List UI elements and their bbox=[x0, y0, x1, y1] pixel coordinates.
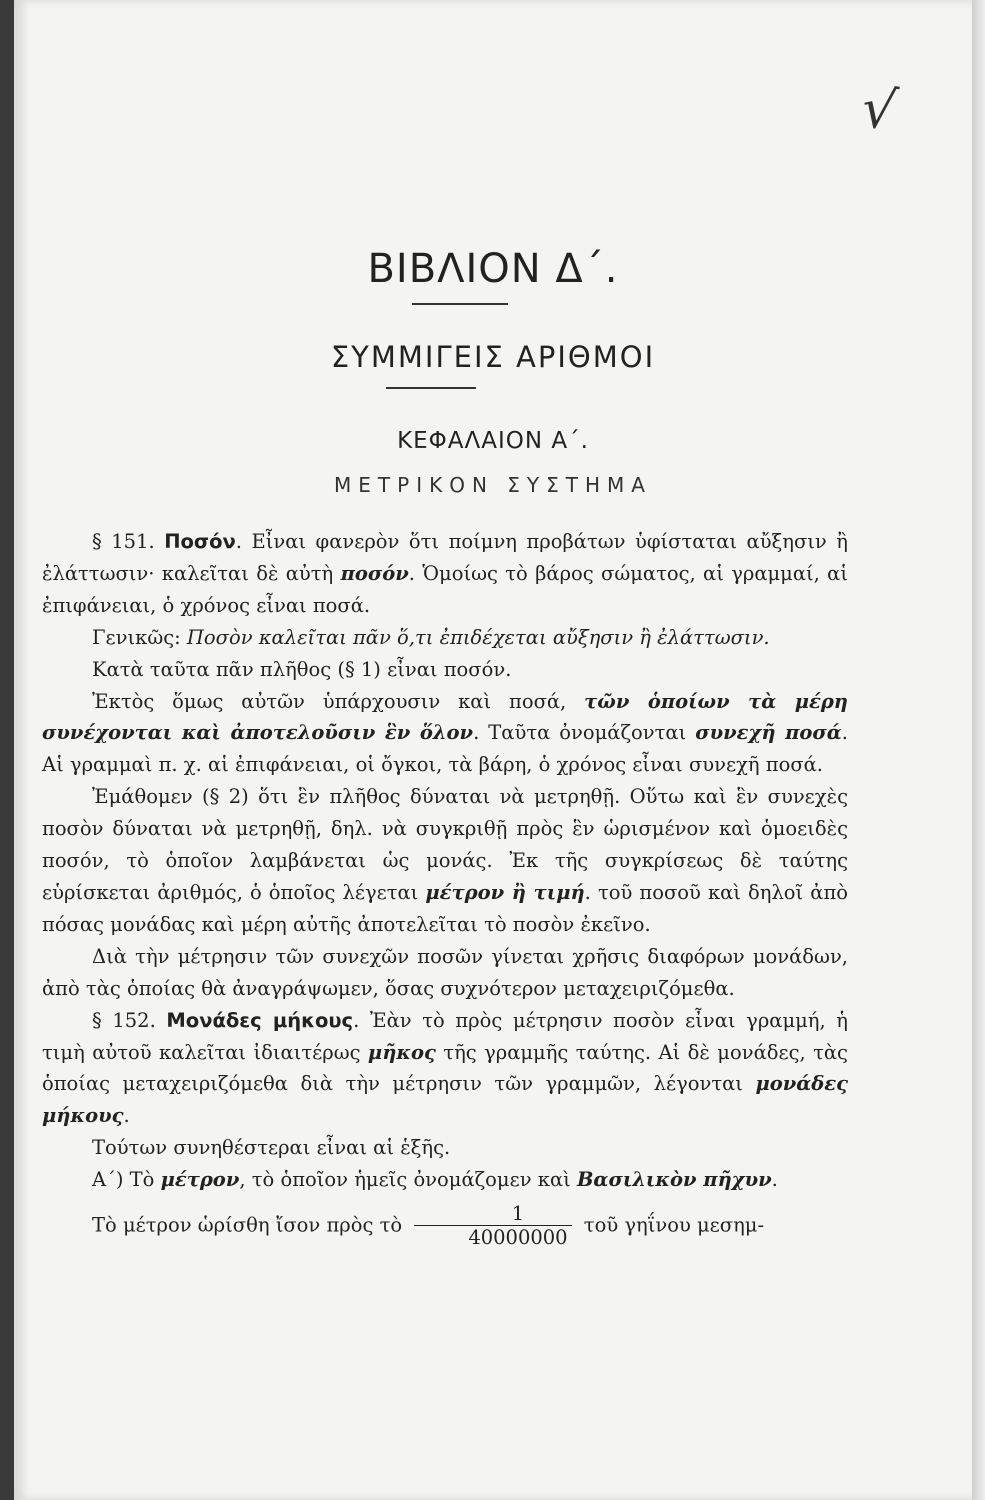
text-span: Ἐμάθομεν (§ 2) ὅτι ἓν πλῆθος δύναται νὰ μετρηθῇ. Οὕτω καὶ ἓν συνεχὲς ποσὸν δύναται νὰ μετρηθῇ, δηλ. νὰ συγκριθῇ πρὸς ἓν ὡρισμένον καὶ ὁμοειδὲς ποσόν, τὸ ὁποῖον λαμβάνεται ὡς μονάς. Ἐκ τῆς συγκρίσεως δὲ ταύτης εὑρίσκεται ἀριθμός, ὁ ὁποῖος λέγεται bbox=[42, 785, 848, 904]
emphasized-term: συνεχῆ ποσά bbox=[695, 721, 842, 745]
text-span: τῆς γραμμῆς ταύτης. Αἱ δὲ μονάδες, τὰς ὁποίας μεταχειριζόμεθα διὰ τὴν μέτρησιν τῶν γραμμῶν, λέγονται bbox=[42, 1040, 848, 1096]
emphasized-term: μῆκος bbox=[367, 1040, 436, 1064]
term-heading: Ποσόν bbox=[164, 530, 236, 553]
fraction-numerator: 1 bbox=[414, 1202, 571, 1226]
text-span: Τούτων συνηθέστεραι εἶναι αἱ ἑξῆς. bbox=[92, 1136, 451, 1160]
section-number: § 152. bbox=[92, 1008, 167, 1032]
text-span: . bbox=[771, 1168, 778, 1192]
emphasized-term: μέτρον ἢ τιμή bbox=[425, 880, 585, 904]
fraction-denominator: 40000000 bbox=[468, 1226, 568, 1250]
text-span: . Εἶναι φανερὸν ὅτι ποίμνη προβάτων ὑφίσταται αὔξησιν ἢ ἐλάττωσιν· καλεῖται δὲ αὐτὴ bbox=[42, 530, 848, 585]
part-title: ΣΥΜΜΙΓΕΙΣ ΑΡΙΘΜΟΙ bbox=[330, 340, 656, 374]
section-heading: ΜΕΤΡΙΚΟΝ ΣΥΣΤΗΜΑ bbox=[334, 473, 652, 497]
text-span: Γενικῶς: bbox=[92, 625, 187, 649]
text-span: . τοῦ ποσοῦ καὶ δηλοῖ ἀπὸ πόσας μονάδας καὶ μέρη αὐτῆς ἀποτελεῖται τὸ ποσὸν ἐκεῖνο. bbox=[42, 880, 849, 936]
text-span: . bbox=[123, 1104, 130, 1128]
paragraph-measurement bbox=[42, 781, 848, 941]
emphasized-term: τῶν ὁποίων τὰ μέρη συνέχονται καὶ ἀποτελοῦσιν ἓν ὅλον bbox=[42, 689, 848, 745]
text-span: Τὸ μέτρον ὡρίσθη ἴσον πρὸς τὸ bbox=[92, 1213, 409, 1237]
text-span: Κατὰ ταῦτα πᾶν πλῆθος (§ 1) εἶναι ποσόν. bbox=[92, 657, 512, 681]
page-edge bbox=[972, 0, 985, 1500]
text-span: , τὸ ὁποῖον ἡμεῖς ὀνομάζομεν καὶ bbox=[239, 1168, 577, 1192]
title-rule bbox=[412, 303, 508, 305]
text-span: . Ταῦτα ὀνομάζονται bbox=[473, 721, 696, 745]
paragraph bbox=[42, 654, 848, 686]
paragraph-meter bbox=[42, 1164, 848, 1196]
fraction bbox=[414, 1202, 571, 1250]
definition-text: Ποσὸν καλεῖται πᾶν ὅ,τι ἐπιδέχεται αὔξησιν ἢ ἐλάττωσιν. bbox=[186, 625, 770, 649]
term-heading: Μονάδες μήκους bbox=[166, 1008, 354, 1032]
handwritten-check-mark: √ bbox=[857, 75, 901, 144]
book-page bbox=[14, 0, 972, 1500]
section-number: § 151. bbox=[92, 530, 165, 553]
text-span: . Αἱ γραμμαὶ π. χ. αἱ ἐπιφάνειαι, οἱ ὄγκοι, τὰ βάρη, ὁ χρόνος εἶναι συνεχῆ ποσά. bbox=[42, 721, 848, 777]
chapter-title: ΚΕΦΑΛΑΙΟΝ Α΄. bbox=[397, 428, 589, 454]
emphasized-term: Βασιλικὸν πῆχυν bbox=[576, 1168, 772, 1192]
text-span: . Ὁμοίως τὸ βάρος σώματος, αἱ γραμμαί, αἱ ἐπιφάνειαι, ὁ χρόνος εἶναι ποσά. bbox=[42, 561, 848, 617]
paragraph bbox=[42, 941, 848, 1005]
book-title: ΒΙΒΛΙΟΝ Δ΄. bbox=[367, 246, 619, 292]
paragraph-151 bbox=[42, 526, 848, 622]
part-rule bbox=[386, 387, 476, 389]
paragraph-continuous bbox=[42, 686, 848, 782]
text-span: . Ἐὰν τὸ πρὸς μέτρησιν ποσὸν εἶναι γραμμή, ἡ τιμὴ αὐτοῦ καλεῖται ἰδιαιτέρως bbox=[42, 1008, 848, 1064]
paragraph-152 bbox=[42, 1005, 848, 1133]
paragraph-fraction bbox=[42, 1202, 848, 1250]
text-span: Α΄) Τὸ bbox=[92, 1168, 161, 1192]
body-text bbox=[42, 526, 848, 1250]
emphasized-term: μέτρον bbox=[160, 1168, 240, 1192]
text-span: Ἐκτὸς ὅμως αὐτῶν ὑπάρχουσιν καὶ ποσά, bbox=[92, 689, 585, 713]
emphasized-term: ποσόν bbox=[340, 561, 409, 585]
text-span: Διὰ τὴν μέτρησιν τῶν συνεχῶν ποσῶν γίνεται χρῆσις διαφόρων μονάδων, ἀπὸ τὰς ὁποίας θὰ ἀναγράψωμεν, ὅσας συχνότερον μεταχειριζόμεθα. bbox=[42, 944, 848, 1000]
emphasized-term: μονάδες μήκους bbox=[42, 1072, 848, 1128]
paragraph bbox=[42, 1132, 848, 1164]
paragraph-definition bbox=[42, 622, 848, 654]
text-span: τοῦ γηΐνου μεσημ- bbox=[577, 1213, 765, 1237]
